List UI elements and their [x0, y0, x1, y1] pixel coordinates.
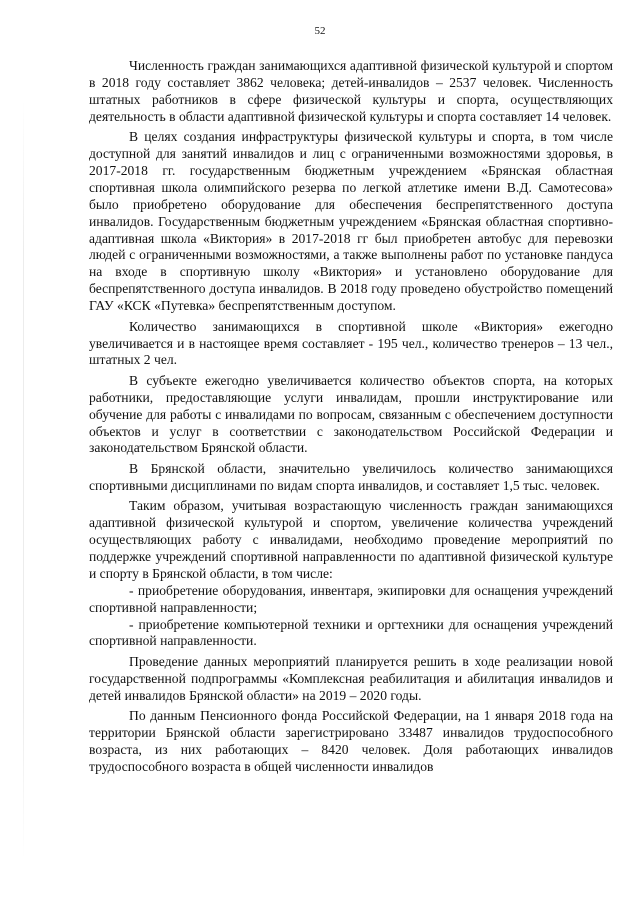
paragraph-participants: В Брянской области, значительно увеличилось количество занимающихся спортивными дисциплинами по видам спорта инвалидов, и составляет 1,5 тыс. человек.: [89, 460, 613, 493]
page-number: 52: [314, 25, 326, 37]
paragraph-adaptive-sport-stats: Численность граждан занимающихся адаптивной физической культурой и спортом в 2018 году составляет 3862 человека; детей-инвалидов – 2537 человек. Численность штатных работников в сфере физической культуры и спорта, осуществляющих деятельность в области адаптивной физической культуры и спорта составляет 14 человек.: [89, 58, 613, 124]
paragraph-subprogram: Проведение данных мероприятий планируется решить в ходе реализации новой государственной подпрограммы «Комплексная реабилитация и абилитация инвалидов и детей инвалидов Брянской области» на 2019 – 2020 годы.: [89, 653, 613, 703]
document-body: [89, 58, 613, 779]
paragraph-infrastructure: В целях создания инфраструктуры физической культуры и спорта, в том числе доступной для занятий инвалидов и лиц с ограниченными возможностями здоровья, в 2017-2018 гг. государственным бюджетным учреждением «Брянская областная спортивная школа олимпийского резерва по легкой атлетике имени В.Д. Самотесова» было приобретено оборудование для обеспечения беспрепятственного доступа инвалидов. Государственным бюджетным учреждением «Брянская областная спортивно-адаптивная школа «Виктория» в 2017-2018 гг был приобретен автобус для перевозки людей с ограниченными возможностями, а также выполнены работ по установке пандуса на входе в спортивную школу «Виктория» и установлено оборудование для беспрепятственного доступа инвалидов. В 2018 году проведено обустройство помещений ГАУ «КСК «Путевка» беспрепятственным доступом.: [89, 129, 613, 314]
paragraph-pension-fund: По данным Пенсионного фонда Российской Федерации, на 1 января 2018 года на территории Брянской области зарегистрировано 33487 инвалидов трудоспособного возраста, из них работающих – 8420 человек. Доля работающих инвалидов трудоспособного возраста в общей численности инвалидов: [89, 708, 613, 774]
scan-margin-shadow: [23, 100, 24, 860]
list-item-computers: - приобретение компьютерной техники и оргтехники для оснащения учреждений спортивной направленности.: [89, 616, 613, 649]
list-item-equipment: - приобретение оборудования, инвентаря, экипировки для оснащения учреждений спортивной направленности;: [89, 582, 613, 615]
paragraph-viktoria-school: Количество занимающихся в спортивной школе «Виктория» ежегодно увеличивается и в настоящее время составляет - 195 чел., количество тренеров – 13 чел., штатных 2 чел.: [89, 318, 613, 368]
paragraph-conclusion: Таким образом, учитывая возрастающую численность граждан занимающихся адаптивной физической культурой и спортом, увеличение количества учреждений осуществляющих работу с инвалидами, необходимо проведение мероприятий по поддержке учреждений спортивной направленности по адаптивной физической культуре и спорту в Брянской области, в том числе:: [89, 498, 613, 581]
paragraph-sport-objects: В субъекте ежегодно увеличивается количество объектов спорта, на которых работники, предоставляющие услуги инвалидам, прошли инструктирование или обучение для работы с инвалидами по вопросам, связанным с обеспечением доступности объектов и услуг в соответствии с законодательством Российской Федерации и законодательством Брянской области.: [89, 372, 613, 456]
